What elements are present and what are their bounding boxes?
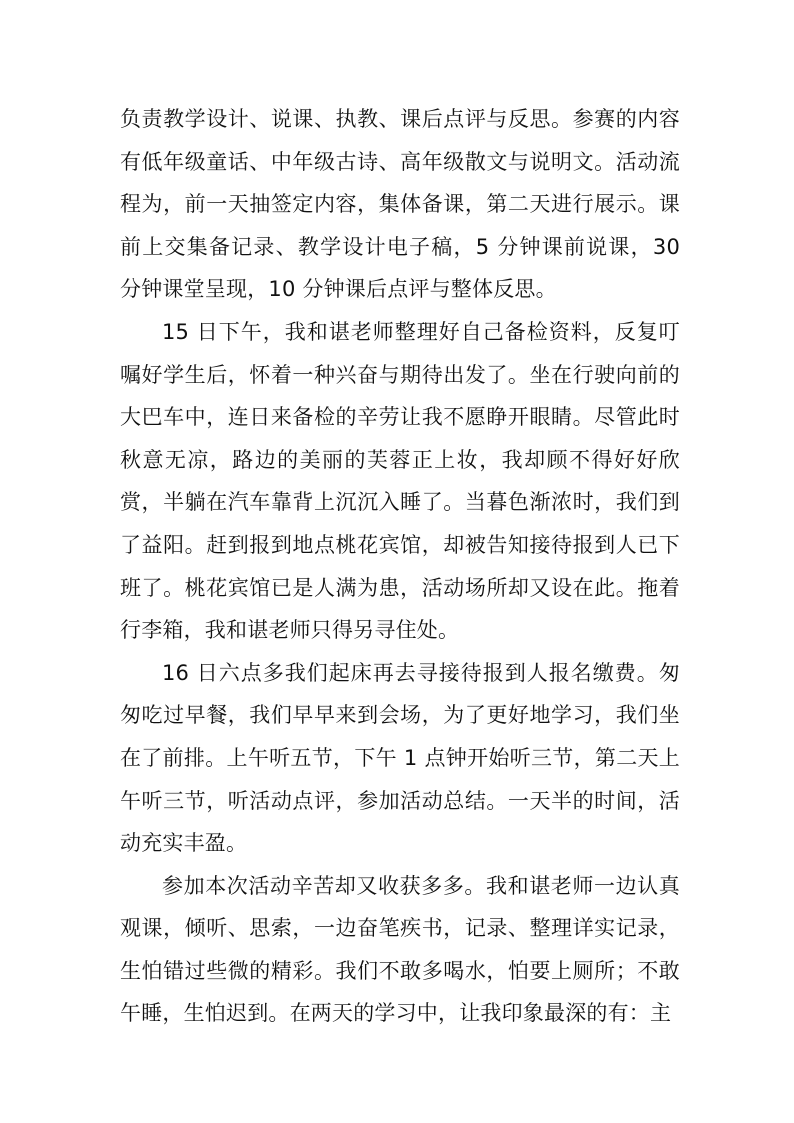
paragraph-1: 负责教学设计、说课、执教、课后点评与反思。参赛的内容有低年级童话、中年级古诗、高年级散文与说明文。活动流程为，前一天抽签定内容，集体备课，第二天进行展示。课前上交集备记录、教学设计电子稿，5 分钟课前说课，30 分钟课堂呈现，10 分钟课后点评与整体反思。 [120,107,680,302]
paragraph-2: 15 日下午，我和谌老师整理好自己备检资料，反复叮嘱好学生后，怀着一种兴奋与期待出发了。坐在行驶向前的大巴车中，连日来备检的辛劳让我不愿睁开眼睛。尽管此时秋意无凉，路边的美丽的芙蓉正上妆，我却顾不得好好欣赏，半躺在汽车靠背上沉沉入睡了。当暮色渐浓时，我们到了益阳。赶到报到地点桃花宾馆，却被告知接待报到人已下班了。桃花宾馆已是人满为患，活动场所却又设在此。拖着行李箱，我和谌老师只得另寻住处。 [120,319,680,643]
body-text [120,98,680,1035]
paragraph-4: 参加本次活动辛苦却又收获多多。我和谌老师一边认真观课，倾听、思索，一边奋笔疾书，记录、整理详实记录，生怕错过些微的精彩。我们不敢多喝水，怕要上厕所；不敢午睡，生怕迟到。在两天的学习中，让我印象最深的有：主 [120,873,680,1026]
paragraph-3: 16 日六点多我们起床再去寻接待报到人报名缴费。匆匆吃过早餐，我们早早来到会场，为了更好地学习，我们坐在了前排。上午听五节，下午 1 点钟开始听三节，第二天上午听三节，听活动点评，参加活动总结。一天半的时间，活动充实丰盈。 [120,660,680,856]
